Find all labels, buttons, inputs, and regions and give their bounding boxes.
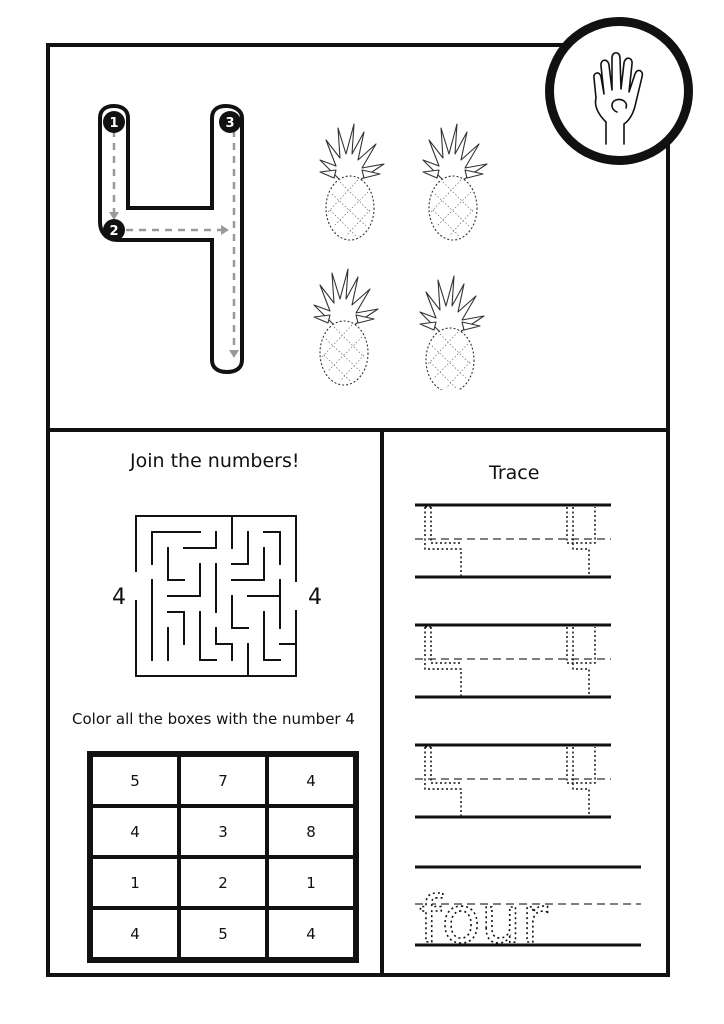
trace-title: Trace [489, 462, 540, 484]
color-title: Color all the boxes with the number 4 [72, 710, 355, 728]
vertical-divider [380, 430, 384, 977]
pineapple-icon [420, 276, 484, 390]
pineapple-icon [320, 124, 384, 240]
hand-sign-badge [545, 17, 693, 165]
pineapple-icon [314, 269, 378, 385]
pineapple-icon [423, 124, 487, 240]
maze-start-number: 4 [112, 585, 126, 610]
traceable-digit-four [96, 100, 266, 380]
svg-text:3: 3 [225, 116, 235, 131]
maze-end-number: 4 [308, 585, 322, 610]
grid-cell[interactable]: 2 [179, 857, 267, 908]
maze [134, 514, 298, 678]
trace-row [415, 505, 611, 577]
grid-cell[interactable]: 1 [267, 857, 355, 908]
horizontal-divider [46, 428, 670, 432]
grid-cell[interactable]: 4 [91, 806, 179, 857]
pineapple-group [300, 120, 510, 390]
grid-cell[interactable]: 4 [91, 908, 179, 959]
trace-row [415, 625, 611, 697]
grid-cell[interactable]: 1 [91, 857, 179, 908]
grid-cell[interactable]: 7 [179, 755, 267, 806]
trace-word-row [415, 867, 641, 958]
svg-text:2: 2 [109, 224, 119, 239]
grid-cell[interactable]: 5 [179, 908, 267, 959]
grid-cell[interactable]: 3 [179, 806, 267, 857]
four-fingers-hand-icon [554, 26, 684, 156]
join-title: Join the numbers! [130, 450, 300, 472]
grid-cell[interactable]: 5 [91, 755, 179, 806]
trace-lines [405, 495, 645, 965]
trace-row [415, 745, 611, 817]
trace-word: four [419, 884, 548, 958]
grid-cell[interactable]: 8 [267, 806, 355, 857]
number-grid [87, 751, 359, 963]
svg-text:1: 1 [109, 116, 119, 131]
grid-cell[interactable]: 4 [267, 755, 355, 806]
grid-cell[interactable]: 4 [267, 908, 355, 959]
